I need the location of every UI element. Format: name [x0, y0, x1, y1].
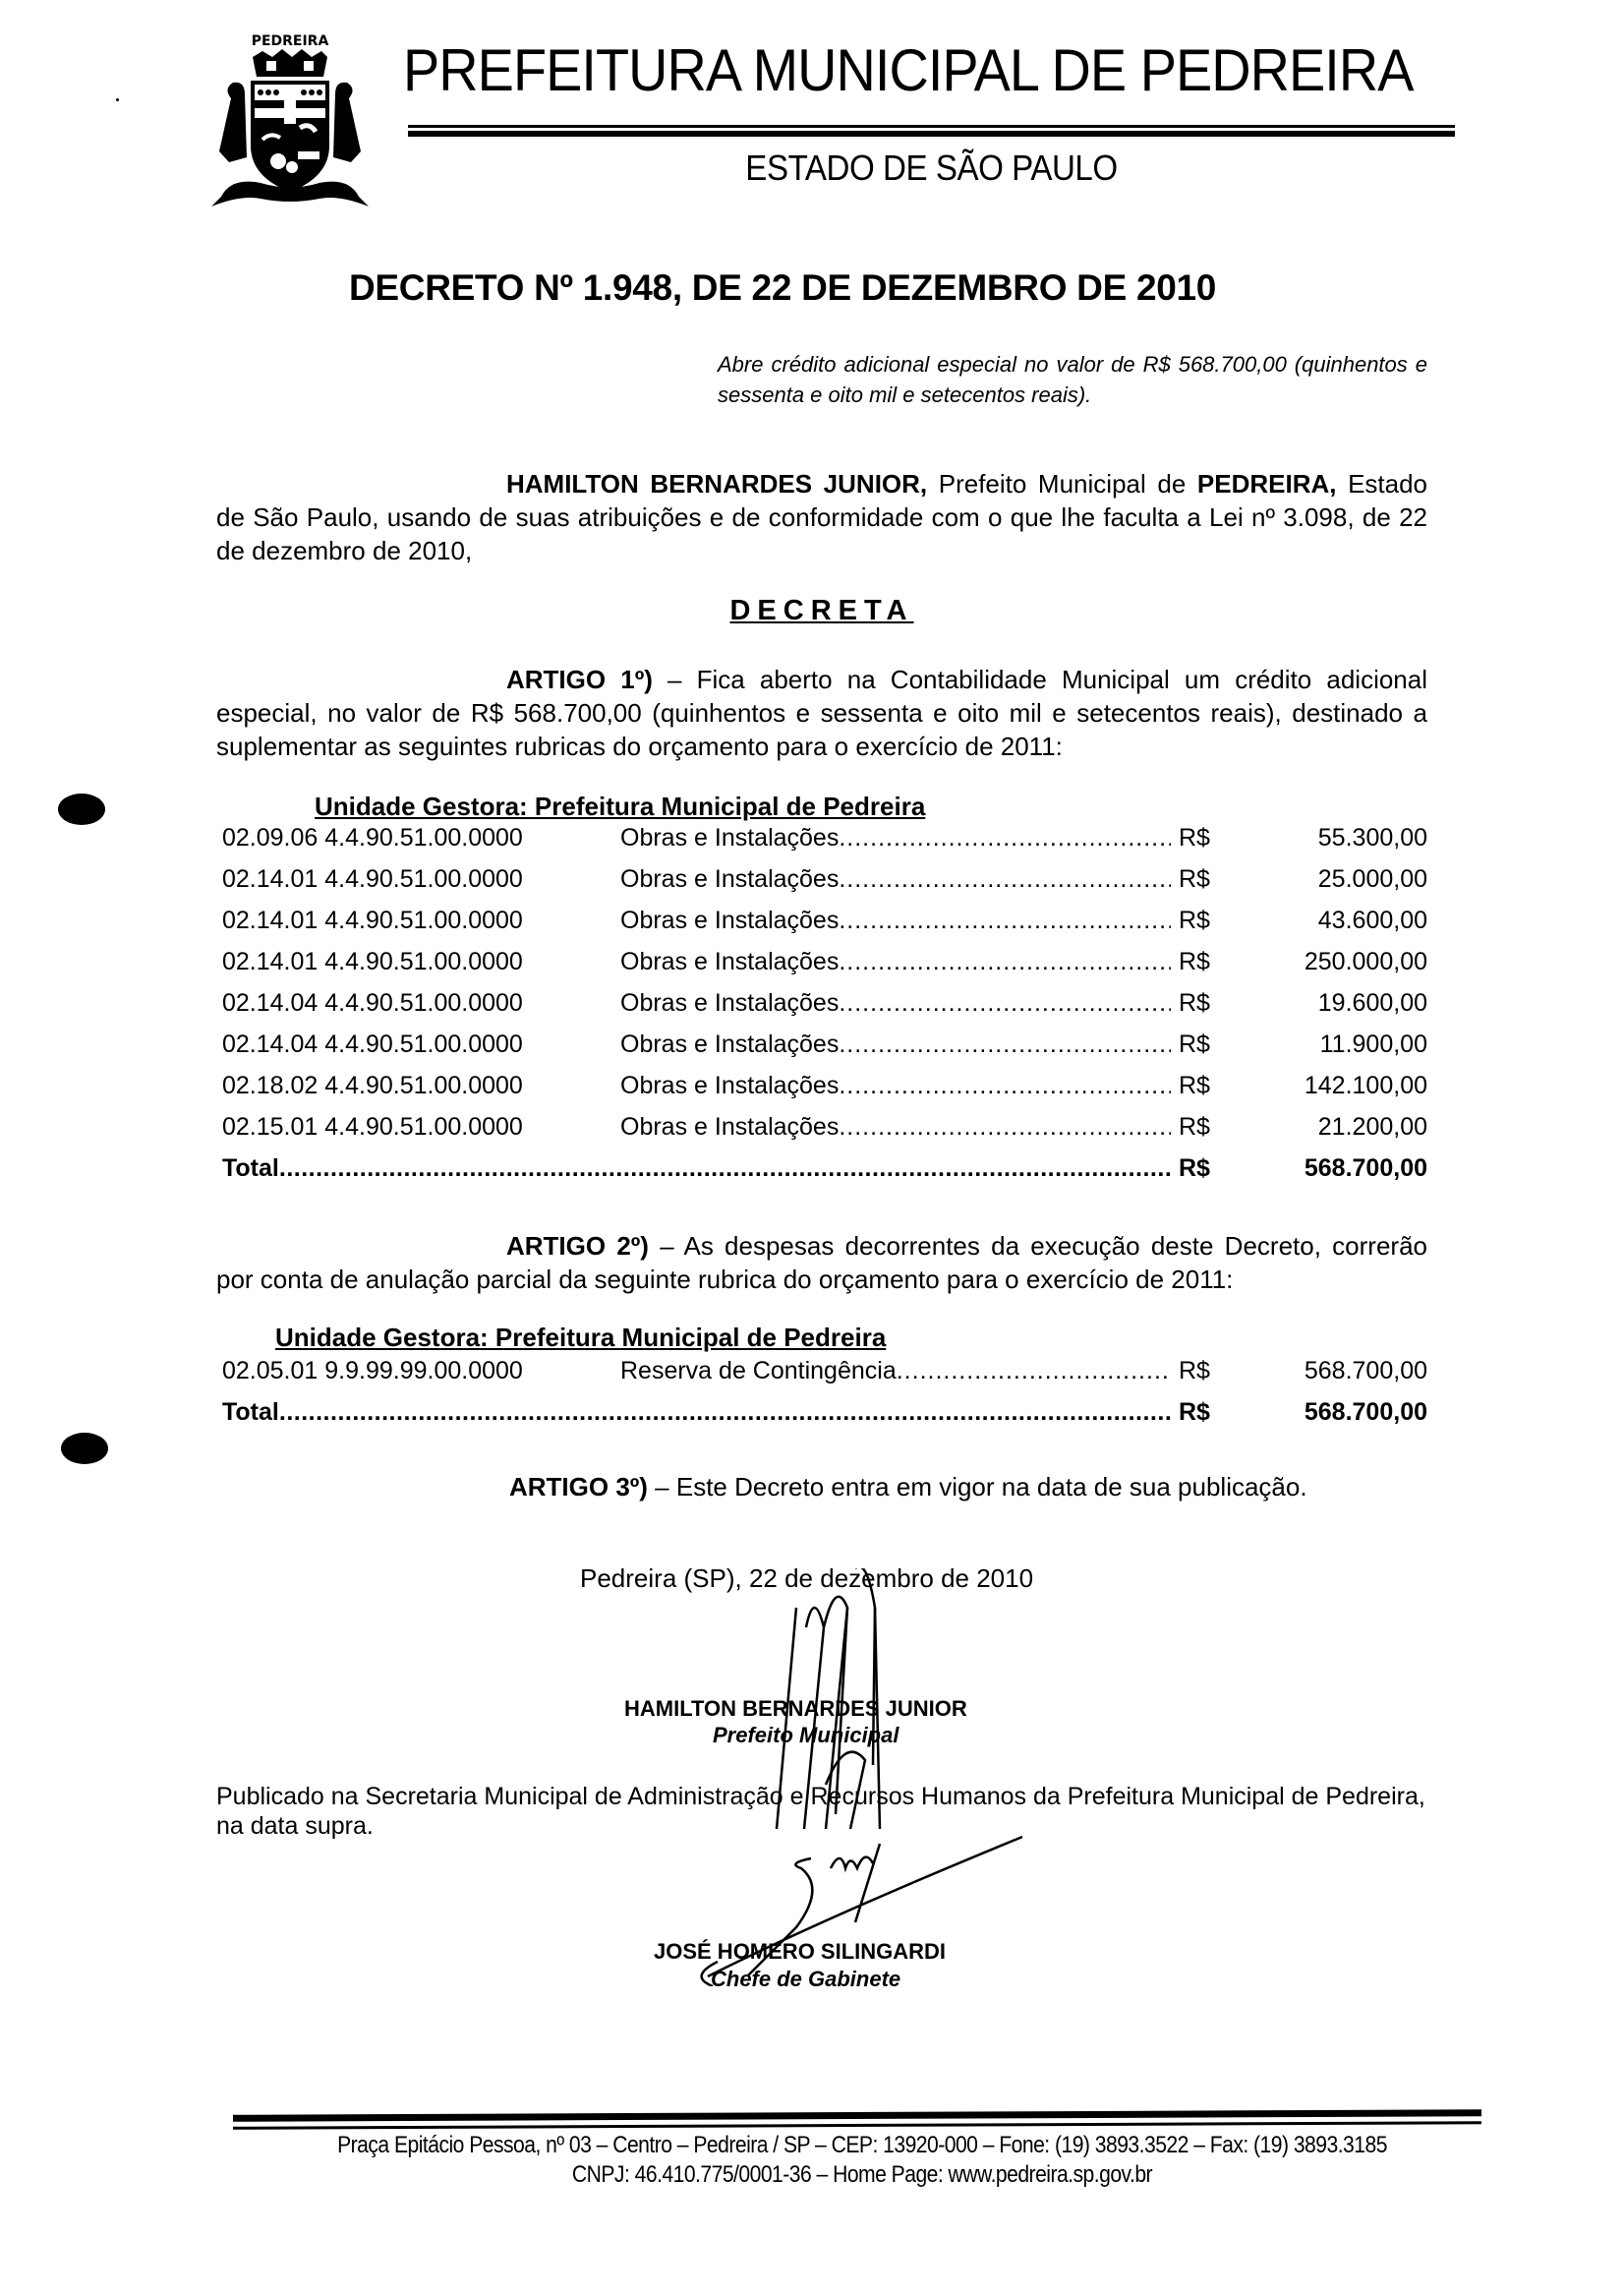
- mayor-name-inline: HAMILTON BERNARDES JUNIOR,: [506, 469, 928, 499]
- table-row: 02.15.01 4.4.90.51.00.0000 Obras e Instalações ..... R$ 21.200,00: [222, 1113, 1427, 1154]
- publication-note: Publicado na Secretaria Municipal de Administração e Recursos Humanos da Prefeitura Municipal de Pedreira, na data supra.: [216, 1783, 1425, 1840]
- state-subtitle: ESTADO DE SÃO PAULO: [745, 147, 1118, 188]
- article-3: ARTIGO 3º) – Este Decreto entra em vigor na data de sua publicação.: [509, 1472, 1307, 1501]
- decreta-heading: DECRETA: [729, 595, 914, 626]
- scan-speck: [116, 98, 119, 101]
- header-rule-thick: [408, 131, 1455, 137]
- chief-role: Chefe de Gabinete: [711, 1967, 901, 1991]
- footer-cnpj-homepage: CNPJ: 46.410.775/0001-36 – Home Page: www.pedreira.sp.gov.br: [571, 2161, 1153, 2188]
- decree-title: DECRETO Nº 1.948, DE 22 DE DEZEMBRO DE 2010: [349, 267, 1217, 308]
- table-total-row: Total ..... R$ 568.700,00: [222, 1154, 1427, 1196]
- annulment-table: [222, 1357, 1427, 1440]
- footer-rule-thin: [233, 2121, 1481, 2130]
- article-2: ARTIGO 2º) – As despesas decorrentes da execução deste Decreto, correrão por conta de anulação parcial da seguinte rubrica do orçamento para o exercício de 2011:: [216, 1231, 1427, 1294]
- table-row: 02.14.01 4.4.90.51.00.0000 Obras e Instalações ..... R$ 250.000,00: [222, 948, 1427, 989]
- credit-table: [222, 824, 1427, 1196]
- table-row: 02.09.06 4.4.90.51.00.0000 Obras e Instalações ..... R$ 55.300,00: [222, 824, 1427, 865]
- decree-summary: Abre crédito adicional especial no valor de R$ 568.700,00 (quinhentos e sessenta e oito mil e setecentos reais).: [718, 352, 1427, 407]
- organization-title: PREFEITURA MUNICIPAL DE PEDREIRA: [403, 37, 1414, 103]
- table-row: 02.05.01 9.9.99.99.00.0000 Reserva de Contingência ..... R$ 568.700,00: [222, 1357, 1427, 1398]
- header-rule-thin: [408, 125, 1455, 128]
- place-and-date: Pedreira (SP), 22 de dezembro de 2010: [580, 1563, 1034, 1593]
- table-total-row: Total ..... R$ 568.700,00: [222, 1398, 1427, 1440]
- article-1: ARTIGO 1º) – Fica aberto na Contabilidade Municipal um crédito adicional especial, no valor de R$ 568.700,00 (quinhentos e sessenta e oito mil e setecentos reais), destinado a suplementar as seguintes rubricas do orçamento para o exercício de 2011:: [216, 665, 1427, 761]
- article-2-label: ARTIGO 2º): [506, 1231, 649, 1261]
- footer-rule-thick: [233, 2109, 1481, 2122]
- article-3-label: ARTIGO 3º): [509, 1472, 648, 1501]
- coat-of-arms-icon: [202, 29, 378, 211]
- mayor-role: Prefeito Municipal: [713, 1723, 899, 1747]
- table-row: 02.18.02 4.4.90.51.00.0000 Obras e Instalações ..... R$ 142.100,00: [222, 1072, 1427, 1113]
- crest-label: PEDREIRA: [251, 33, 329, 49]
- table-row: 02.14.01 4.4.90.51.00.0000 Obras e Instalações ..... R$ 25.000,00: [222, 865, 1427, 907]
- intro-paragraph: HAMILTON BERNARDES JUNIOR, Prefeito Municipal de PEDREIRA, Estado de São Paulo, usando de suas atribuições e de conformidade com o que lhe faculta a Lei nº 3.098, de 22 de dezembro de 2010,: [216, 469, 1428, 565]
- punch-hole-top: [58, 794, 105, 825]
- punch-hole-bottom: [61, 1433, 108, 1464]
- chief-name: JOSÉ HOMERO SILINGARDI: [654, 1939, 947, 1964]
- footer-address: Praça Epitácio Pessoa, nº 03 – Centro – Pedreira / SP – CEP: 13920-000 – Fone: (19) 3893.3522 – Fax: (19) 3893.3185: [337, 2132, 1387, 2158]
- article-1-label: ARTIGO 1º): [506, 665, 653, 694]
- table-row: 02.14.01 4.4.90.51.00.0000 Obras e Instalações ..... R$ 43.600,00: [222, 907, 1427, 948]
- mayor-name: HAMILTON BERNARDES JUNIOR: [624, 1696, 967, 1721]
- table-2-unit-heading: Unidade Gestora: Prefeitura Municipal de Pedreira: [275, 1323, 887, 1352]
- city-name-inline: PEDREIRA,: [1196, 469, 1337, 499]
- table-1-unit-heading: Unidade Gestora: Prefeitura Municipal de Pedreira: [315, 792, 926, 821]
- table-row: 02.14.04 4.4.90.51.00.0000 Obras e Instalações ..... R$ 19.600,00: [222, 989, 1427, 1030]
- table-row: 02.14.04 4.4.90.51.00.0000 Obras e Instalações ..... R$ 11.900,00: [222, 1030, 1427, 1072]
